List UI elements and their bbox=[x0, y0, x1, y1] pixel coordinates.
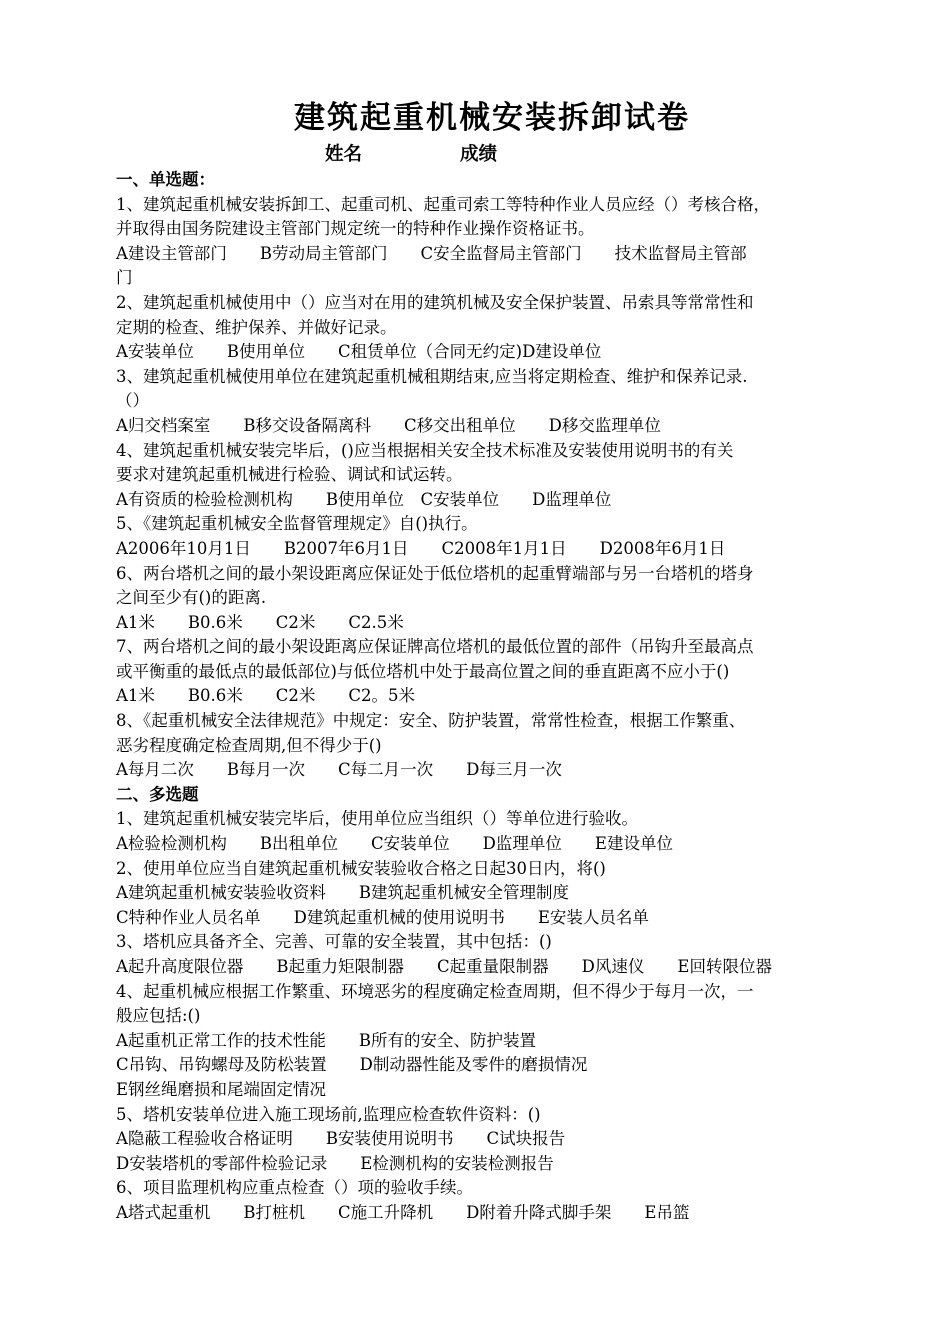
exam-body bbox=[116, 168, 868, 1226]
name-label: 姓名 bbox=[325, 144, 363, 165]
text-line: A有资质的检验检测机构 B使用单位 C安装单位 D监理单位 bbox=[116, 489, 612, 509]
text-line: A检验检测机构 B出租单位 C安装单位 D监理单位 E建设单位 bbox=[116, 834, 673, 854]
text-line: C特种作业人员名单 D建筑起重机械的使用说明书 E安装人员名单 bbox=[116, 907, 649, 927]
text-line: A归交档案室 B移交设备隔离科 C移交出租单位 D移交监理单位 bbox=[116, 415, 661, 435]
text-line: 门 bbox=[116, 268, 133, 288]
text-line: 3、塔机应具备齐全、完善、可靠的安全装置，其中包括：() bbox=[116, 932, 552, 952]
text-line: 定期的检查、维护保养、并做好记录。 bbox=[116, 317, 397, 337]
text-line: 1、建筑起重机械安装完毕后，使用单位应当组织（）等单位进行验收。 bbox=[116, 809, 638, 829]
section-single-choice bbox=[116, 168, 868, 783]
text-line: D安装塔机的零部件检验记录 E检测机构的安装检测报告 bbox=[116, 1153, 554, 1173]
text-line: E钢丝绳磨损和尾端固定情况 bbox=[116, 1079, 327, 1099]
text-line: 8、《起重机械安全法律规范》中规定：安全、防护装置，常常性检查，根据工作繁重、 bbox=[116, 711, 746, 731]
section-multiple-choice bbox=[116, 783, 868, 1226]
exam-page bbox=[116, 96, 868, 1226]
text-line: A塔式起重机 B打桩机 C施工升降机 D附着升降式脚手架 E吊篮 bbox=[116, 1202, 690, 1222]
text-line: 恶劣程度确定检查周期,但不得少于() bbox=[116, 735, 382, 755]
text-line: 并取得由国务院建设主管部门规定统一的特种作业操作资格证书。 bbox=[116, 219, 595, 239]
text-line: 5、塔机安装单位进入施工现场前,监理应检查软件资料：() bbox=[116, 1104, 541, 1124]
text-line: A建设主管部门 B劳动局主管部门 C安全监督局主管部门 技术监督局主管部 bbox=[116, 243, 747, 263]
text-line: A隐蔽工程验收合格证明 B安装使用说明书 C试块报告 bbox=[116, 1129, 566, 1149]
text-line: A每月二次 B每月一次 C每二月一次 D每三月一次 bbox=[116, 760, 562, 780]
text-line: A1米 B0.6米 C2米 C2.5米 bbox=[116, 612, 404, 632]
text-line: A起升高度限位器 B起重力矩限制器 C起重量限制器 D风速仪 E回转限位器 bbox=[116, 957, 772, 976]
score-label: 成绩 bbox=[460, 144, 498, 165]
text-line: 1、建筑起重机械安装拆卸工、起重司机、起重司索工等特种作业人员应经（）考核合格， bbox=[116, 194, 770, 214]
text-line: 2、使用单位应当自建筑起重机械安装验收合格之日起30日内，将() bbox=[116, 858, 606, 878]
section-heading: 一、单选题： bbox=[116, 170, 215, 189]
text-line: A安装单位 B使用单位 C租赁单位（合同无约定)D建设单位 bbox=[116, 342, 602, 362]
text-line: 5、《建筑起重机械安全监督管理规定》自()执行。 bbox=[116, 514, 478, 534]
text-line: 3、建筑起重机械使用单位在建筑起重机械租期结束,应当将定期检查、维护和保养记录. bbox=[116, 366, 748, 386]
text-line: A建筑起重机械安装验收资料 B建筑起重机械安全管理制度 bbox=[116, 883, 570, 903]
text-line: 7、两台塔机之间的最小架设距离应保证牌高位塔机的最低位置的部件（吊钩升至最高点 bbox=[116, 637, 754, 657]
text-line: 要求对建筑起重机械进行检验、调试和试运转。 bbox=[116, 465, 463, 485]
header-fields bbox=[116, 142, 868, 168]
text-line: 6、项目监理机构应重点检查（）项的验收手续。 bbox=[116, 1178, 473, 1198]
text-line: 般应包括:() bbox=[116, 1006, 201, 1026]
text-line: （） bbox=[116, 391, 149, 411]
text-line: 4、起重机械应根据工作繁重、环境恶劣的程度确定检查周期，但不得少于每月一次，一 bbox=[116, 981, 754, 1001]
text-line: 2、建筑起重机械使用中（）应当对在用的建筑机械及安全保护装置、吊索具等常常性和 bbox=[116, 292, 754, 312]
text-line: C吊钩、吊钩螺母及防松装置 D制动器性能及零件的磨损情况 bbox=[116, 1055, 588, 1075]
text-line: A2006年10月1日 B2007年6月1日 C2008年1月1日 D2008年6月1日 bbox=[116, 538, 726, 558]
text-line: 之间至少有()的距离. bbox=[116, 588, 267, 608]
section-heading: 二、多选题 bbox=[116, 784, 199, 804]
text-line: 4、建筑起重机械安装完毕后，()应当根据相关安全技术标准及安装使用说明书的有关 bbox=[116, 440, 734, 460]
text-line: A起重机正常工作的技术性能 B所有的安全、防护装置 bbox=[116, 1030, 537, 1050]
text-line: 6、两台塔机之间的最小架设距离应保证处于低位塔机的起重臂端部与另一台塔机的塔身 bbox=[116, 563, 754, 583]
page-title: 建筑起重机械安装拆卸试卷 bbox=[294, 100, 690, 136]
text-line: A1米 B0.6米 C2米 C2。5米 bbox=[116, 686, 416, 706]
text-line: 或平衡重的最低点的最低部位)与低位塔机中处于最高位置之间的垂直距离不应小于() bbox=[116, 661, 730, 681]
